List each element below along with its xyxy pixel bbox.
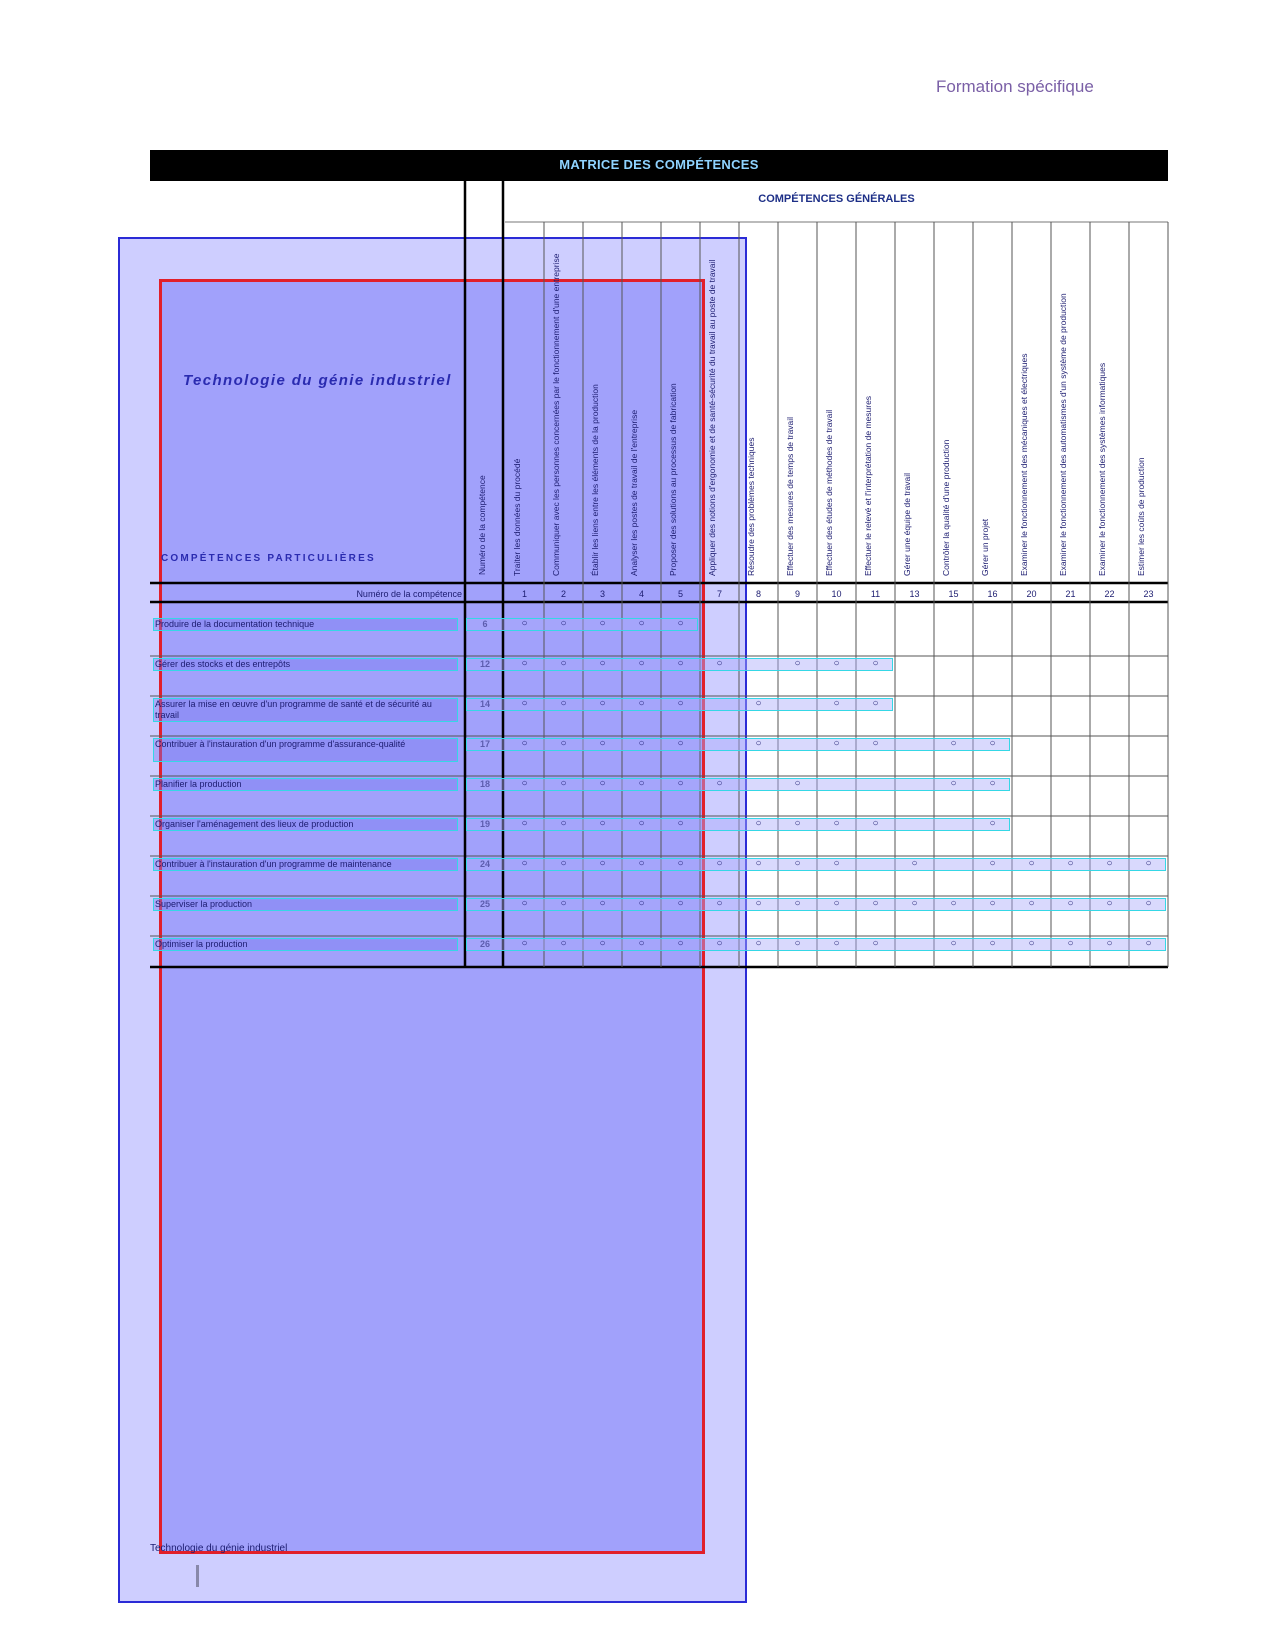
- row-label: Organiser l'aménagement des lieux de production: [153, 818, 458, 831]
- competency-link-mark: ○: [677, 898, 684, 909]
- competency-link-mark: ○: [677, 618, 684, 629]
- column-number-3: 3: [599, 589, 605, 599]
- competency-link-mark: ○: [521, 858, 528, 869]
- competency-link-mark: ○: [716, 938, 723, 949]
- competency-link-mark: ○: [989, 778, 996, 789]
- row-competency-number: 14: [479, 699, 490, 709]
- competency-link-mark: ○: [1028, 898, 1035, 909]
- competency-link-mark: ○: [638, 778, 645, 789]
- column-header-5: Proposer des solutions au processus de fabrication: [668, 383, 678, 576]
- row-competency-number: 6: [482, 619, 488, 629]
- competency-link-mark: ○: [755, 818, 762, 829]
- competency-link-mark: ○: [833, 898, 840, 909]
- column-header-20: Examiner le fonctionnement des mécaniques et électriques: [1019, 353, 1029, 576]
- competency-link-mark: ○: [833, 698, 840, 709]
- competency-link-mark: ○: [1067, 898, 1074, 909]
- column-number-9: 9: [794, 589, 800, 599]
- competency-link-mark: ○: [794, 658, 801, 669]
- competency-link-mark: ○: [794, 938, 801, 949]
- competency-link-mark: ○: [1106, 938, 1113, 949]
- column-header-2: Communiquer avec les personnes concernées par le fonctionnement d'une entreprise: [551, 253, 561, 576]
- competency-link-mark: ○: [989, 938, 996, 949]
- competency-link-mark: ○: [677, 738, 684, 749]
- competency-link-mark: ○: [638, 818, 645, 829]
- row-competency-number: 25: [479, 899, 490, 909]
- competency-link-mark: ○: [872, 818, 879, 829]
- competency-link-mark: ○: [638, 658, 645, 669]
- column-header-7: Appliquer des notions d'ergonomie et de santé-sécurité du travail au poste de travail: [707, 259, 717, 576]
- competency-link-mark: ○: [638, 938, 645, 949]
- column-header-4: Analyser les postes de travail de l'entreprise: [629, 409, 639, 576]
- competency-link-mark: ○: [677, 818, 684, 829]
- row-competency-number: 19: [479, 819, 490, 829]
- competency-link-mark: ○: [872, 898, 879, 909]
- competency-link-mark: ○: [521, 778, 528, 789]
- competency-link-mark: ○: [599, 938, 606, 949]
- column-number-2: 2: [560, 589, 566, 599]
- competency-link-mark: ○: [755, 858, 762, 869]
- column-number-20: 20: [1026, 589, 1037, 599]
- competency-link-mark: ○: [950, 738, 957, 749]
- competency-link-mark: ○: [872, 698, 879, 709]
- column-header-9: Effectuer des mesures de temps de travail: [785, 416, 795, 576]
- row-label: Produire de la documentation technique: [153, 618, 458, 631]
- competency-link-mark: ○: [872, 738, 879, 749]
- competency-link-mark: ○: [521, 818, 528, 829]
- competency-link-mark: ○: [1067, 938, 1074, 949]
- competency-link-mark: ○: [638, 858, 645, 869]
- column-header-8: Résoudre des problèmes techniques: [746, 437, 756, 576]
- competency-link-mark: ○: [755, 698, 762, 709]
- competency-link-mark: ○: [794, 818, 801, 829]
- row-competency-number: 24: [479, 859, 490, 869]
- competency-link-mark: ○: [755, 898, 762, 909]
- competency-link-mark: ○: [677, 938, 684, 949]
- competency-link-mark: ○: [872, 658, 879, 669]
- competency-link-mark: ○: [521, 738, 528, 749]
- section-label: Formation spécifique: [936, 77, 1094, 96]
- competency-link-mark: ○: [560, 698, 567, 709]
- row-label: Contribuer à l'instauration d'un programme d'assurance-qualité: [153, 738, 458, 762]
- column-header-15: Contrôler la qualité d'une production: [941, 439, 951, 576]
- competency-link-mark: ○: [716, 858, 723, 869]
- competency-link-mark: ○: [716, 898, 723, 909]
- competency-link-mark: ○: [911, 858, 918, 869]
- competency-link-mark: ○: [1067, 858, 1074, 869]
- competency-link-mark: ○: [599, 618, 606, 629]
- row-competency-number: 12: [479, 659, 490, 669]
- competency-link-mark: ○: [521, 658, 528, 669]
- row-competency-number: 26: [479, 939, 490, 949]
- column-number-15: 15: [948, 589, 959, 599]
- row-competency-number: 18: [479, 779, 490, 789]
- column-header-11: Effectuer le relevé et l'interprétation de mesures: [863, 395, 873, 576]
- column-number-13: 13: [909, 589, 920, 599]
- competency-link-mark: ○: [677, 698, 684, 709]
- competency-link-mark: ○: [521, 618, 528, 629]
- competency-link-mark: ○: [638, 618, 645, 629]
- competency-link-mark: ○: [560, 618, 567, 629]
- column-header-22: Examiner le fonctionnement des systèmes informatiques: [1097, 362, 1107, 576]
- footer-marker: [196, 1565, 199, 1587]
- competency-link-mark: ○: [755, 738, 762, 749]
- competency-link-mark: ○: [1145, 858, 1152, 869]
- row-competency-number: 17: [479, 739, 490, 749]
- competency-link-mark: ○: [560, 738, 567, 749]
- competency-link-mark: ○: [599, 858, 606, 869]
- competency-link-mark: ○: [560, 898, 567, 909]
- competency-link-mark: ○: [560, 858, 567, 869]
- column-number-1: 1: [521, 589, 527, 599]
- competency-link-mark: ○: [677, 778, 684, 789]
- competency-link-mark: ○: [833, 938, 840, 949]
- competency-link-mark: ○: [989, 858, 996, 869]
- competency-link-mark: ○: [911, 898, 918, 909]
- column-number-11: 11: [870, 589, 881, 599]
- competency-link-mark: ○: [833, 738, 840, 749]
- matrix-title: MATRICE DES COMPÉTENCES: [559, 157, 759, 172]
- competency-link-mark: ○: [1145, 898, 1152, 909]
- competency-link-mark: ○: [755, 938, 762, 949]
- competency-link-mark: ○: [833, 658, 840, 669]
- competency-link-mark: ○: [521, 938, 528, 949]
- competency-link-mark: ○: [599, 698, 606, 709]
- competency-link-mark: ○: [989, 738, 996, 749]
- column-number-23: 23: [1143, 589, 1154, 599]
- column-number-4: 4: [638, 589, 644, 599]
- competency-link-mark: ○: [833, 858, 840, 869]
- competency-link-mark: ○: [599, 898, 606, 909]
- competency-number-row-label: Numéro de la compétence: [356, 589, 462, 599]
- column-number-7: 7: [716, 589, 722, 599]
- competency-link-mark: ○: [1145, 938, 1152, 949]
- row-label: Planifier la production: [153, 778, 458, 791]
- column-number-5: 5: [677, 589, 683, 599]
- competency-link-mark: ○: [950, 938, 957, 949]
- row-label: Gérer des stocks et des entrepôts: [153, 658, 458, 671]
- competency-link-mark: ○: [638, 898, 645, 909]
- competency-link-mark: ○: [560, 778, 567, 789]
- competency-link-mark: ○: [1106, 898, 1113, 909]
- column-number-21: 21: [1065, 589, 1076, 599]
- column-header-13: Gérer une équipe de travail: [902, 472, 912, 576]
- competency-link-mark: ○: [989, 818, 996, 829]
- general-competencies-heading: COMPÉTENCES GÉNÉRALES: [758, 193, 915, 205]
- row-label: Assurer la mise en œuvre d'un programme de santé et de sécurité au travail: [153, 698, 458, 722]
- competency-link-mark: ○: [950, 778, 957, 789]
- competency-link-mark: ○: [1028, 858, 1035, 869]
- competency-link-mark: ○: [677, 858, 684, 869]
- column-number-16: 16: [987, 589, 998, 599]
- column-header-16: Gérer un projet: [980, 518, 990, 576]
- column-number-10: 10: [831, 589, 842, 599]
- column-header-21: Examiner le fonctionnement des automatismes d'un système de production: [1058, 293, 1068, 576]
- competency-link-mark: ○: [989, 898, 996, 909]
- competency-link-mark: ○: [1028, 938, 1035, 949]
- particular-number-column-header: Numéro de la compétence: [477, 475, 487, 575]
- competency-link-mark: ○: [599, 818, 606, 829]
- column-header-23: Estimer les coûts de production: [1136, 457, 1146, 576]
- competency-link-mark: ○: [560, 818, 567, 829]
- competency-link-mark: ○: [950, 898, 957, 909]
- column-header-10: Effectuer des études de méthodes de travail: [824, 409, 834, 576]
- competency-link-mark: ○: [599, 738, 606, 749]
- competency-link-mark: ○: [794, 898, 801, 909]
- competency-link-mark: ○: [872, 938, 879, 949]
- competency-link-mark: ○: [677, 658, 684, 669]
- competency-link-mark: ○: [638, 738, 645, 749]
- competency-link-mark: ○: [833, 818, 840, 829]
- program-title: Technologie du génie industriel: [183, 372, 452, 389]
- competency-link-mark: ○: [1106, 858, 1113, 869]
- competency-link-mark: ○: [716, 658, 723, 669]
- column-header-1: Traiter les données du procédé: [512, 458, 522, 576]
- column-number-22: 22: [1104, 589, 1115, 599]
- competency-link-mark: ○: [794, 778, 801, 789]
- competency-link-mark: ○: [599, 658, 606, 669]
- column-header-3: Établir les liens entre les éléments de la production: [590, 384, 600, 576]
- competency-link-mark: ○: [521, 698, 528, 709]
- row-label: Optimiser la production: [153, 938, 458, 951]
- competency-link-mark: ○: [794, 858, 801, 869]
- competency-link-mark: ○: [638, 698, 645, 709]
- column-number-8: 8: [755, 589, 761, 599]
- competency-link-mark: ○: [521, 898, 528, 909]
- row-label: Superviser la production: [153, 898, 458, 911]
- row-label: Contribuer à l'instauration d'un programme de maintenance: [153, 858, 458, 871]
- competency-link-mark: ○: [560, 658, 567, 669]
- competency-link-mark: ○: [560, 938, 567, 949]
- footer-program-name: Technologie du génie industriel: [150, 1543, 288, 1554]
- competency-link-mark: ○: [716, 778, 723, 789]
- particular-competencies-heading: COMPÉTENCES PARTICULIÈRES: [161, 553, 376, 564]
- competency-link-mark: ○: [599, 778, 606, 789]
